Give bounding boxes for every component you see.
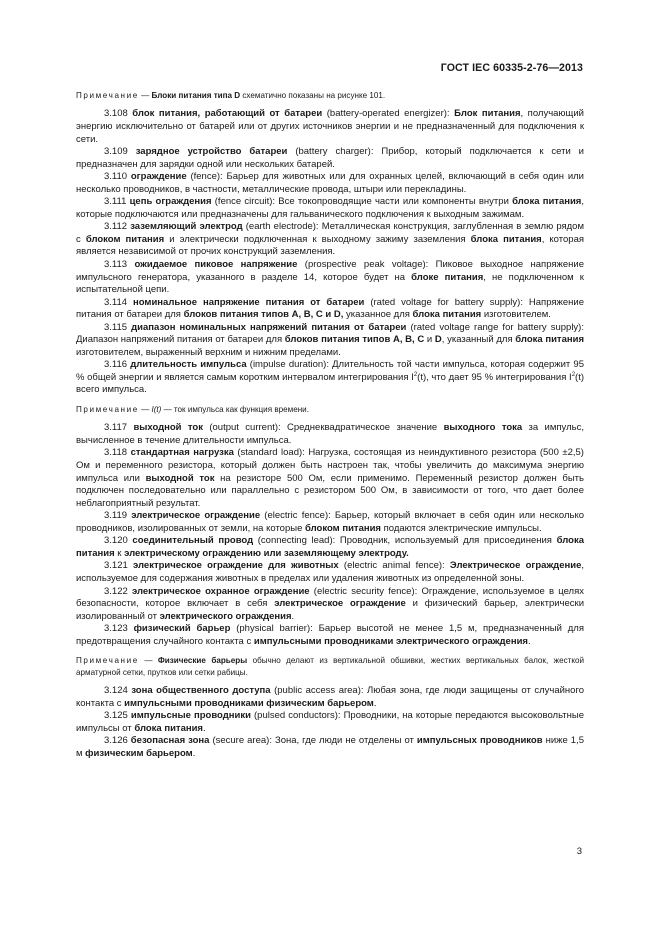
formula-symbol: I(t): [151, 404, 162, 414]
defined-term: соединительный провод: [132, 535, 254, 547]
term-reference: электрического ограждения: [159, 610, 292, 622]
defined-term: заземляющий электрод: [130, 221, 243, 233]
definition-3-109: 3.109 зарядное устройство батареи (battery charger): Прибор, который подключается к сети и предназначен для зарядки одной или нескольких батарей.: [76, 146, 584, 170]
defined-term: ожидаемое пиковое напряжение: [134, 258, 298, 270]
definition-3-126: 3.126 безопасная зона (secure area): Зона, где люди не отделены от импульсных проводников ниже 1,5 м физическим барьером.: [76, 735, 584, 759]
defined-term: физический барьер: [133, 623, 231, 635]
definition-3-121: 3.121 электрическое ограждение для животных (electric animal fence): Электрическое ограждение, используемое для содержания животных в пределах или удаления животных из определенной зоны.: [76, 560, 584, 584]
term-reference: блоком питания: [85, 233, 165, 245]
term-reference: выходного тока: [443, 422, 523, 434]
note-impulse-current: Примечание — I(t) — ток импульса как функция времени.: [76, 404, 309, 414]
definition-3-124: 3.124 зона общественного доступа (public access area): Любая зона, где люди защищены от случайного контакта с импульсными проводниками физическим барьером.: [76, 685, 585, 709]
defined-term: зарядное устройство батареи: [135, 146, 288, 158]
note-label: Примечание: [76, 91, 139, 100]
defined-term: ограждение: [130, 171, 187, 183]
note-figure-101: Примечание — Блоки питания типа D схематично показаны на рисунке 101.: [76, 91, 386, 100]
defined-term: цепь ограждения: [129, 196, 212, 208]
term-reference: блоке питания: [411, 271, 484, 283]
defined-term: электрическое охранное ограждение: [131, 585, 310, 597]
defined-term: электрическое ограждение для животных: [133, 560, 339, 572]
term-reference: блока питания: [76, 535, 584, 559]
defined-term: номинальное напряжение питания от батареи: [133, 296, 365, 308]
definition-3-108: 3.108 блок питания, работающий от батареи (battery-operated energizer): Блок питания, получающий энергию исключительно от батарей или от других источников энергии и не предназначенный для подключения к сети.: [76, 108, 584, 145]
definition-3-112: 3.112 заземляющий электрод (earth electrode): Металлическая конструкция, заглубленная в землю рядом с блоком питания и электрически подключенная к выходному зажиму заземления блока питания, которая является независимой от прочих конструкций заземления.: [76, 221, 584, 258]
term-reference: D: [434, 334, 442, 346]
term-reference: выходной ток: [145, 472, 215, 484]
definition-3-123: 3.123 физический барьер (physical barrier): Барьер высотой не менее 1,5 м, предназначенный для предотвращения случайного контакта с импульсными проводниками электрического ограждения.: [76, 623, 584, 647]
defined-term: электрическое ограждение: [131, 510, 261, 522]
defined-term: длительность импульса: [130, 359, 247, 371]
term-reference: блока питания: [515, 334, 584, 346]
defined-term: зона общественного доступа: [131, 685, 271, 697]
term-reference: импульсных проводников: [416, 735, 543, 747]
term-reference: блока питания: [134, 722, 203, 734]
term-reference: импульсными проводниками электрического ограждения: [253, 635, 528, 647]
term-reference: блоком питания: [305, 522, 381, 534]
note-physical-barriers: Примечание — Физические барьеры обычно делают из вертикальной обшивки, жестких вертикальных балок, жесткой арматурной сетки, прутков или сетки рабицы.: [76, 656, 584, 677]
term-reference: блоков питания типов А, В, С: [284, 334, 425, 346]
term-reference: Блок питания: [454, 108, 521, 120]
defined-term: выходной ток: [133, 422, 203, 434]
definition-3-114: 3.114 номинальное напряжение питания от батареи (rated voltage for battery supply): Напряжение питания от батареи для блоков питания типов А, В, С и D, указанное для блока питания изготовителем.: [76, 296, 584, 321]
defined-term: блок питания, работающий от батареи: [132, 108, 323, 120]
defined-term: стандартная нагрузка: [130, 447, 234, 459]
defined-term: диапазон номинальных напряжений питания от батареи: [131, 321, 407, 333]
note-label: Примечание: [76, 656, 139, 666]
definition-3-120: 3.120 соединительный провод (connecting lead): Проводник, используемый для присоединения блока питания к электрическому ограждению или заземляющему электроду.: [76, 535, 584, 559]
definition-3-118: 3.118 стандартная нагрузка (standard load): Нагрузка, состоящая из неиндуктивного резистора (500 ±2,5) Ом и переменного резистора, который должен быть настроен так, чтобы увеличить до максимума энергию импульса или выходной ток на резисторе 500 Ом, если применимо. Переменный резистор должен быть подключен последовательно или параллельно с резистором 500 Ом, в зависимости от того, что дает более неблагоприятный результат.: [76, 447, 584, 509]
term-reference: импульсными проводниками физическим барьером: [124, 697, 374, 709]
term-reference: блока питания: [412, 309, 482, 321]
note-label: Примечание: [76, 404, 139, 414]
definitions-body: [76, 90, 584, 760]
definition-3-122: 3.122 электрическое охранное ограждение (electric security fence): Ограждение, используемое в целях безопасности, которое включает в себя электрическое ограждение и физический барьер, электрически изолированный от электрического ограждения.: [76, 585, 584, 622]
defined-term: безопасная зона: [130, 735, 210, 747]
term-reference: блока питания: [470, 233, 542, 245]
definition-3-111: 3.111 цепь ограждения (fence circuit): Все токопроводящие части или компоненты внутри блока питания, которые подключаются или предназначены для гальванического подключения к выходным зажимам.: [76, 196, 584, 220]
term-reference: блока питания: [512, 196, 582, 208]
defined-term: импульсные проводники: [130, 710, 251, 722]
definition-3-125: 3.125 импульсные проводники (pulsed conductors): Проводники, на которые передаются высоковольтные импульсы от блока питания.: [76, 710, 584, 734]
term-reference: физическим барьером: [85, 747, 193, 759]
definition-3-119: 3.119 электрическое ограждение (electric fence): Барьер, который включает в себя один или несколько проводников, изолированных от земли, на которые блоком питания подаются электрические импульсы.: [76, 510, 584, 534]
term-reference: электрическое ограждение: [274, 598, 406, 610]
definition-3-116: 3.116 длительность импульса (impulse duration): Длительность той части импульса, которая содержит 95 % общей энергии и является самым коротким интервалом интегрирования $I^2(t)$, что дает 95 % интегрирования $I^2(t)$ всего импульса.: [76, 359, 584, 396]
term-reference: блоков питания типов А, В, С и D,: [183, 309, 344, 321]
term-reference: Электрическое ограждение: [449, 560, 582, 572]
definition-3-117: 3.117 выходной ток (output current): Среднеквадратическое значение выходного тока за импульс, вычисленное в течение длительности импульса.: [76, 422, 584, 446]
page-number: 3: [576, 846, 582, 857]
definition-3-110: 3.110 ограждение (fence): Барьер для животных или для охранных целей, включающий в себя один или несколько проводников, в частности, металлические провода, штыри или перекладины.: [76, 171, 584, 195]
definition-3-115: 3.115 диапазон номинальных напряжений питания от батареи (rated voltage range for battery supply): Диапазон напряжений питания от батареи для блоков питания типов А, В, С и D, указанный для блока питания изготовителем, выраженный верхним и нижним пределами.: [76, 321, 584, 358]
term-reference: Блоки питания типа D: [151, 91, 241, 100]
term-reference: электрическому ограждению или заземляющему электроду.: [124, 547, 409, 559]
term-reference: Физические барьеры: [157, 656, 248, 666]
standard-designation: ГОСТ IEC 60335-2-76—2013: [440, 62, 583, 74]
definition-3-113: 3.113 ожидаемое пиковое напряжение (prospective peak voltage): Пиковое выходное напряжение импульсного генератора, указанного в разделе 14, которое будет на блоке питания, не подключенном к испытательной цепи.: [76, 258, 584, 296]
